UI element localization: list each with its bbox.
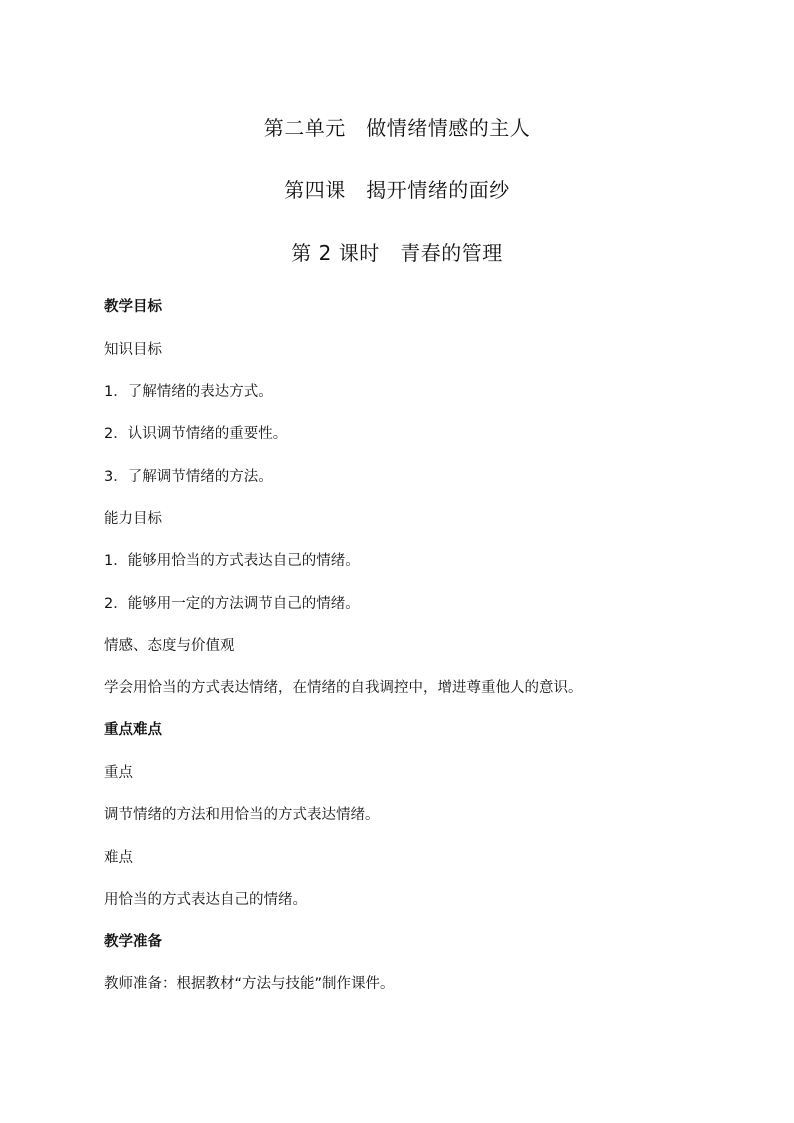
ability-goal-item: 2．能够用一定的方法调节自己的情绪。 xyxy=(104,596,360,612)
difficult-point-label: 难点 xyxy=(104,850,133,866)
ability-goals-label: 能力目标 xyxy=(104,511,162,527)
key-point-label: 重点 xyxy=(104,765,133,781)
knowledge-goals-label: 知识目标 xyxy=(104,342,162,358)
key-points-heading: 重点难点 xyxy=(104,722,162,738)
teaching-goals-heading: 教学目标 xyxy=(104,299,162,315)
attitude-goals-text: 学会用恰当的方式表达情绪，在情绪的自我调控中，增进尊重他人的意识。 xyxy=(104,680,583,696)
unit-title: 第二单元 做情绪情感的主人 xyxy=(263,116,531,140)
knowledge-goal-item: 2．认识调节情绪的重要性。 xyxy=(104,426,288,442)
preparation-heading: 教学准备 xyxy=(104,934,162,950)
key-point-text: 调节情绪的方法和用恰当的方式表达情绪。 xyxy=(104,807,380,823)
ability-goal-item: 1．能够用恰当的方式表达自己的情绪。 xyxy=(104,553,360,569)
period-title: 第 2 课时 青春的管理 xyxy=(291,241,503,265)
lesson-title: 第四课 揭开情绪的面纱 xyxy=(284,178,510,202)
difficult-point-text: 用恰当的方式表达自己的情绪。 xyxy=(104,892,307,908)
knowledge-goal-item: 1．了解情绪的表达方式。 xyxy=(104,384,273,400)
preparation-text: 教师准备：根据教材“方法与技能”制作课件。 xyxy=(104,976,395,992)
attitude-goals-label: 情感、态度与价值观 xyxy=(104,638,235,654)
knowledge-goal-item: 3．了解调节情绪的方法。 xyxy=(104,469,273,485)
